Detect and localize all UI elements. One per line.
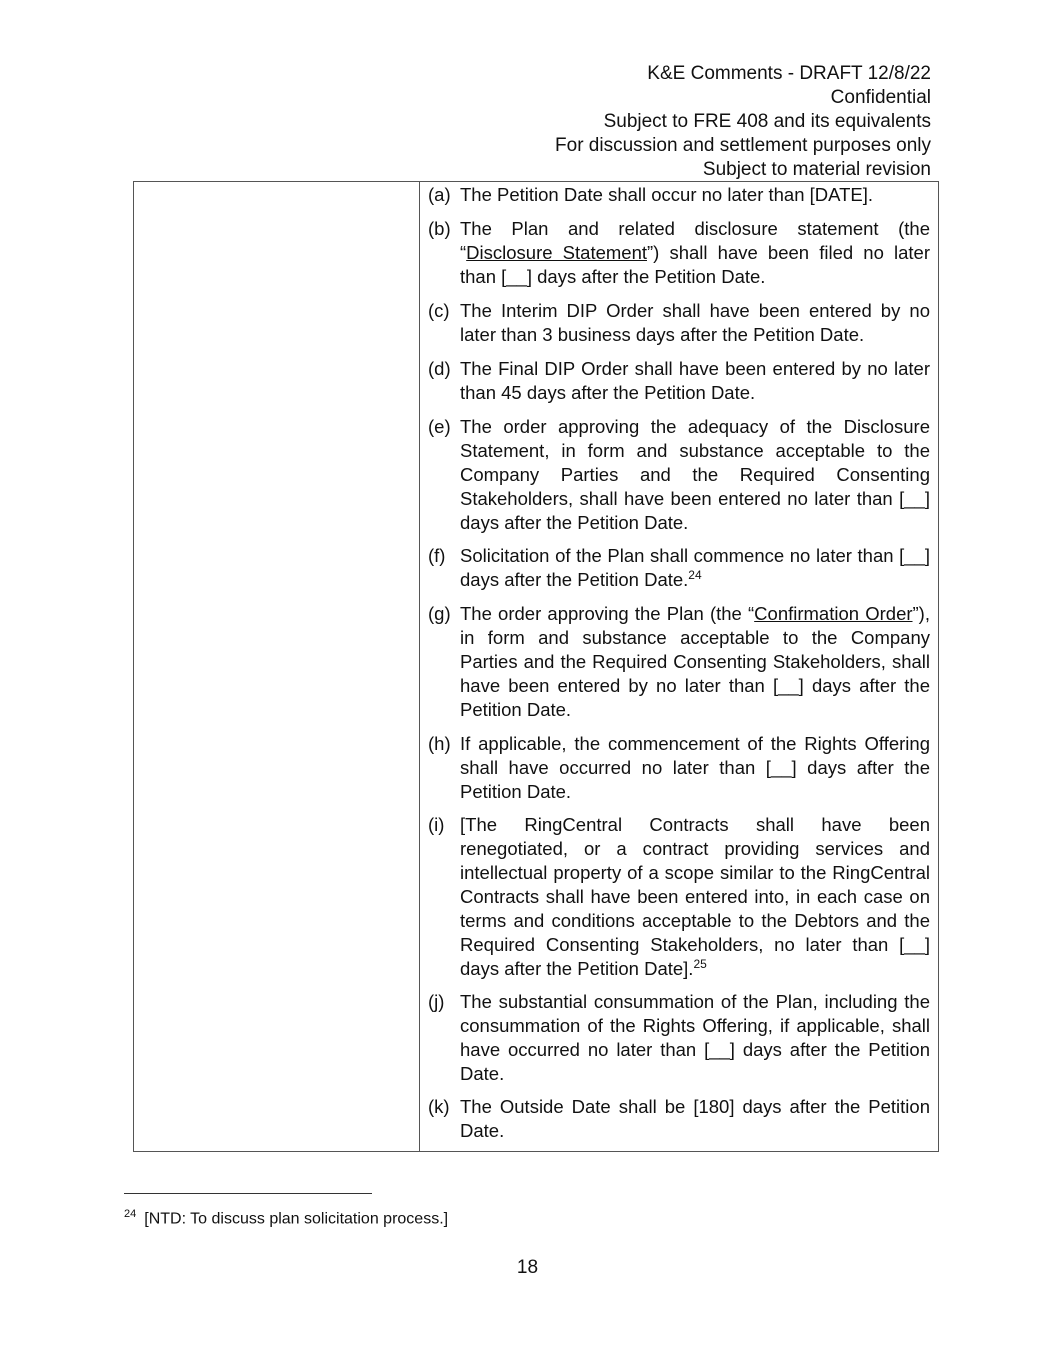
milestone-text: The substantial consummation of the Plan, including the consummation of the Rights Offering, if applicable, shall have occurred no later than [__] days after the Petition Date. (460, 991, 930, 1084)
milestone-item-b (428, 217, 930, 289)
footnote-ref-25[interactable]: 25 (693, 956, 707, 971)
header-confidential: Confidential (830, 87, 931, 108)
milestone-item-d (428, 357, 930, 405)
milestone-text: If applicable, the commencement of the Rights Offering shall have occurred no later than [__] days after the Petition Date. (460, 733, 930, 802)
column-divider (419, 182, 420, 1151)
milestones-table (133, 181, 939, 1152)
header-revision: Subject to material revision (702, 159, 931, 180)
defined-term-confirmation-order: Confirmation Order (754, 603, 913, 624)
milestone-label: (d) (428, 358, 451, 379)
milestone-label: (e) (428, 416, 451, 437)
milestone-text: The Final DIP Order shall have been entered by no later than 45 days after the Petition Date. (460, 358, 930, 403)
milestone-item-h (428, 732, 930, 804)
milestone-text (460, 602, 930, 722)
milestone-item-i (428, 813, 930, 981)
page-number: 18 (516, 1257, 539, 1278)
footnote (124, 1204, 448, 1229)
milestone-label: (k) (428, 1096, 450, 1117)
milestone-label: (b) (428, 218, 451, 239)
milestone-item-a (428, 183, 930, 207)
milestone-text (460, 544, 930, 592)
header-draft-line: K&E Comments - DRAFT 12/8/22 (647, 63, 931, 84)
milestone-label: (j) (428, 991, 445, 1012)
milestone-text: The Petition Date shall occur no later than [DATE]. (460, 184, 874, 205)
milestone-label: (a) (428, 184, 451, 205)
milestone-label: (g) (428, 603, 451, 624)
milestone-label: (h) (428, 733, 451, 754)
milestone-text: The order approving the adequacy of the Disclosure Statement, in form and substance acceptable to the Company Parties and the Required Consenting Stakeholders, shall have been entered no later than [__] days after the Petition Date. (460, 416, 930, 533)
milestone-item-f (428, 544, 930, 592)
milestone-text: The Outside Date shall be [180] days after the Petition Date. (460, 1096, 930, 1141)
milestone-item-g (428, 602, 930, 722)
footnote-text: [NTD: To discuss plan solicitation process.] (144, 1210, 449, 1228)
header-discussion: For discussion and settlement purposes only (555, 135, 931, 156)
milestone-text-pre: The Plan and related disclosure statement (the “ (460, 218, 930, 263)
header-fre408: Subject to FRE 408 and its equivalents (603, 111, 931, 132)
footnote-separator (124, 1193, 372, 1194)
milestone-label: (f) (428, 545, 446, 566)
milestone-text (460, 217, 930, 289)
milestone-text-post: ”) shall have been filed no later than [__] days after the Petition Date. (460, 242, 930, 287)
draft-header (555, 62, 931, 182)
defined-term-disclosure-statement: Disclosure Statement (466, 242, 647, 263)
milestone-item-j (428, 990, 930, 1086)
milestone-text-post: ”), in form and substance acceptable to the Company Parties and the Required Consenting Stakeholders, shall have been entered by no later than [__] days after the Petition Date. (460, 603, 930, 720)
milestone-item-c (428, 299, 930, 347)
milestone-text-main: [The RingCentral Contracts shall have been renegotiated, or a contract providing services and intellectual property of a scope similar to the RingCentral Contracts shall have been entered into, in each case on terms and conditions acceptable to the Debtors and the Required Consenting Stakeholders, no later than [__] days after the Petition Date]. (460, 814, 930, 979)
milestone-item-e (428, 415, 930, 535)
milestone-text: The Interim DIP Order shall have been entered by no later than 3 business days after the Petition Date. (460, 300, 930, 345)
milestone-label: (c) (428, 300, 450, 321)
milestone-text (460, 813, 930, 981)
footnote-ref-24[interactable]: 24 (688, 567, 702, 582)
milestone-label: (i) (428, 814, 445, 835)
milestone-text-pre: The order approving the Plan (the “ (460, 603, 755, 624)
milestone-text-main: Solicitation of the Plan shall commence no later than [__] days after the Petition Date. (460, 545, 930, 590)
footnote-number: 24 (124, 1208, 137, 1220)
milestone-item-k (428, 1095, 930, 1143)
